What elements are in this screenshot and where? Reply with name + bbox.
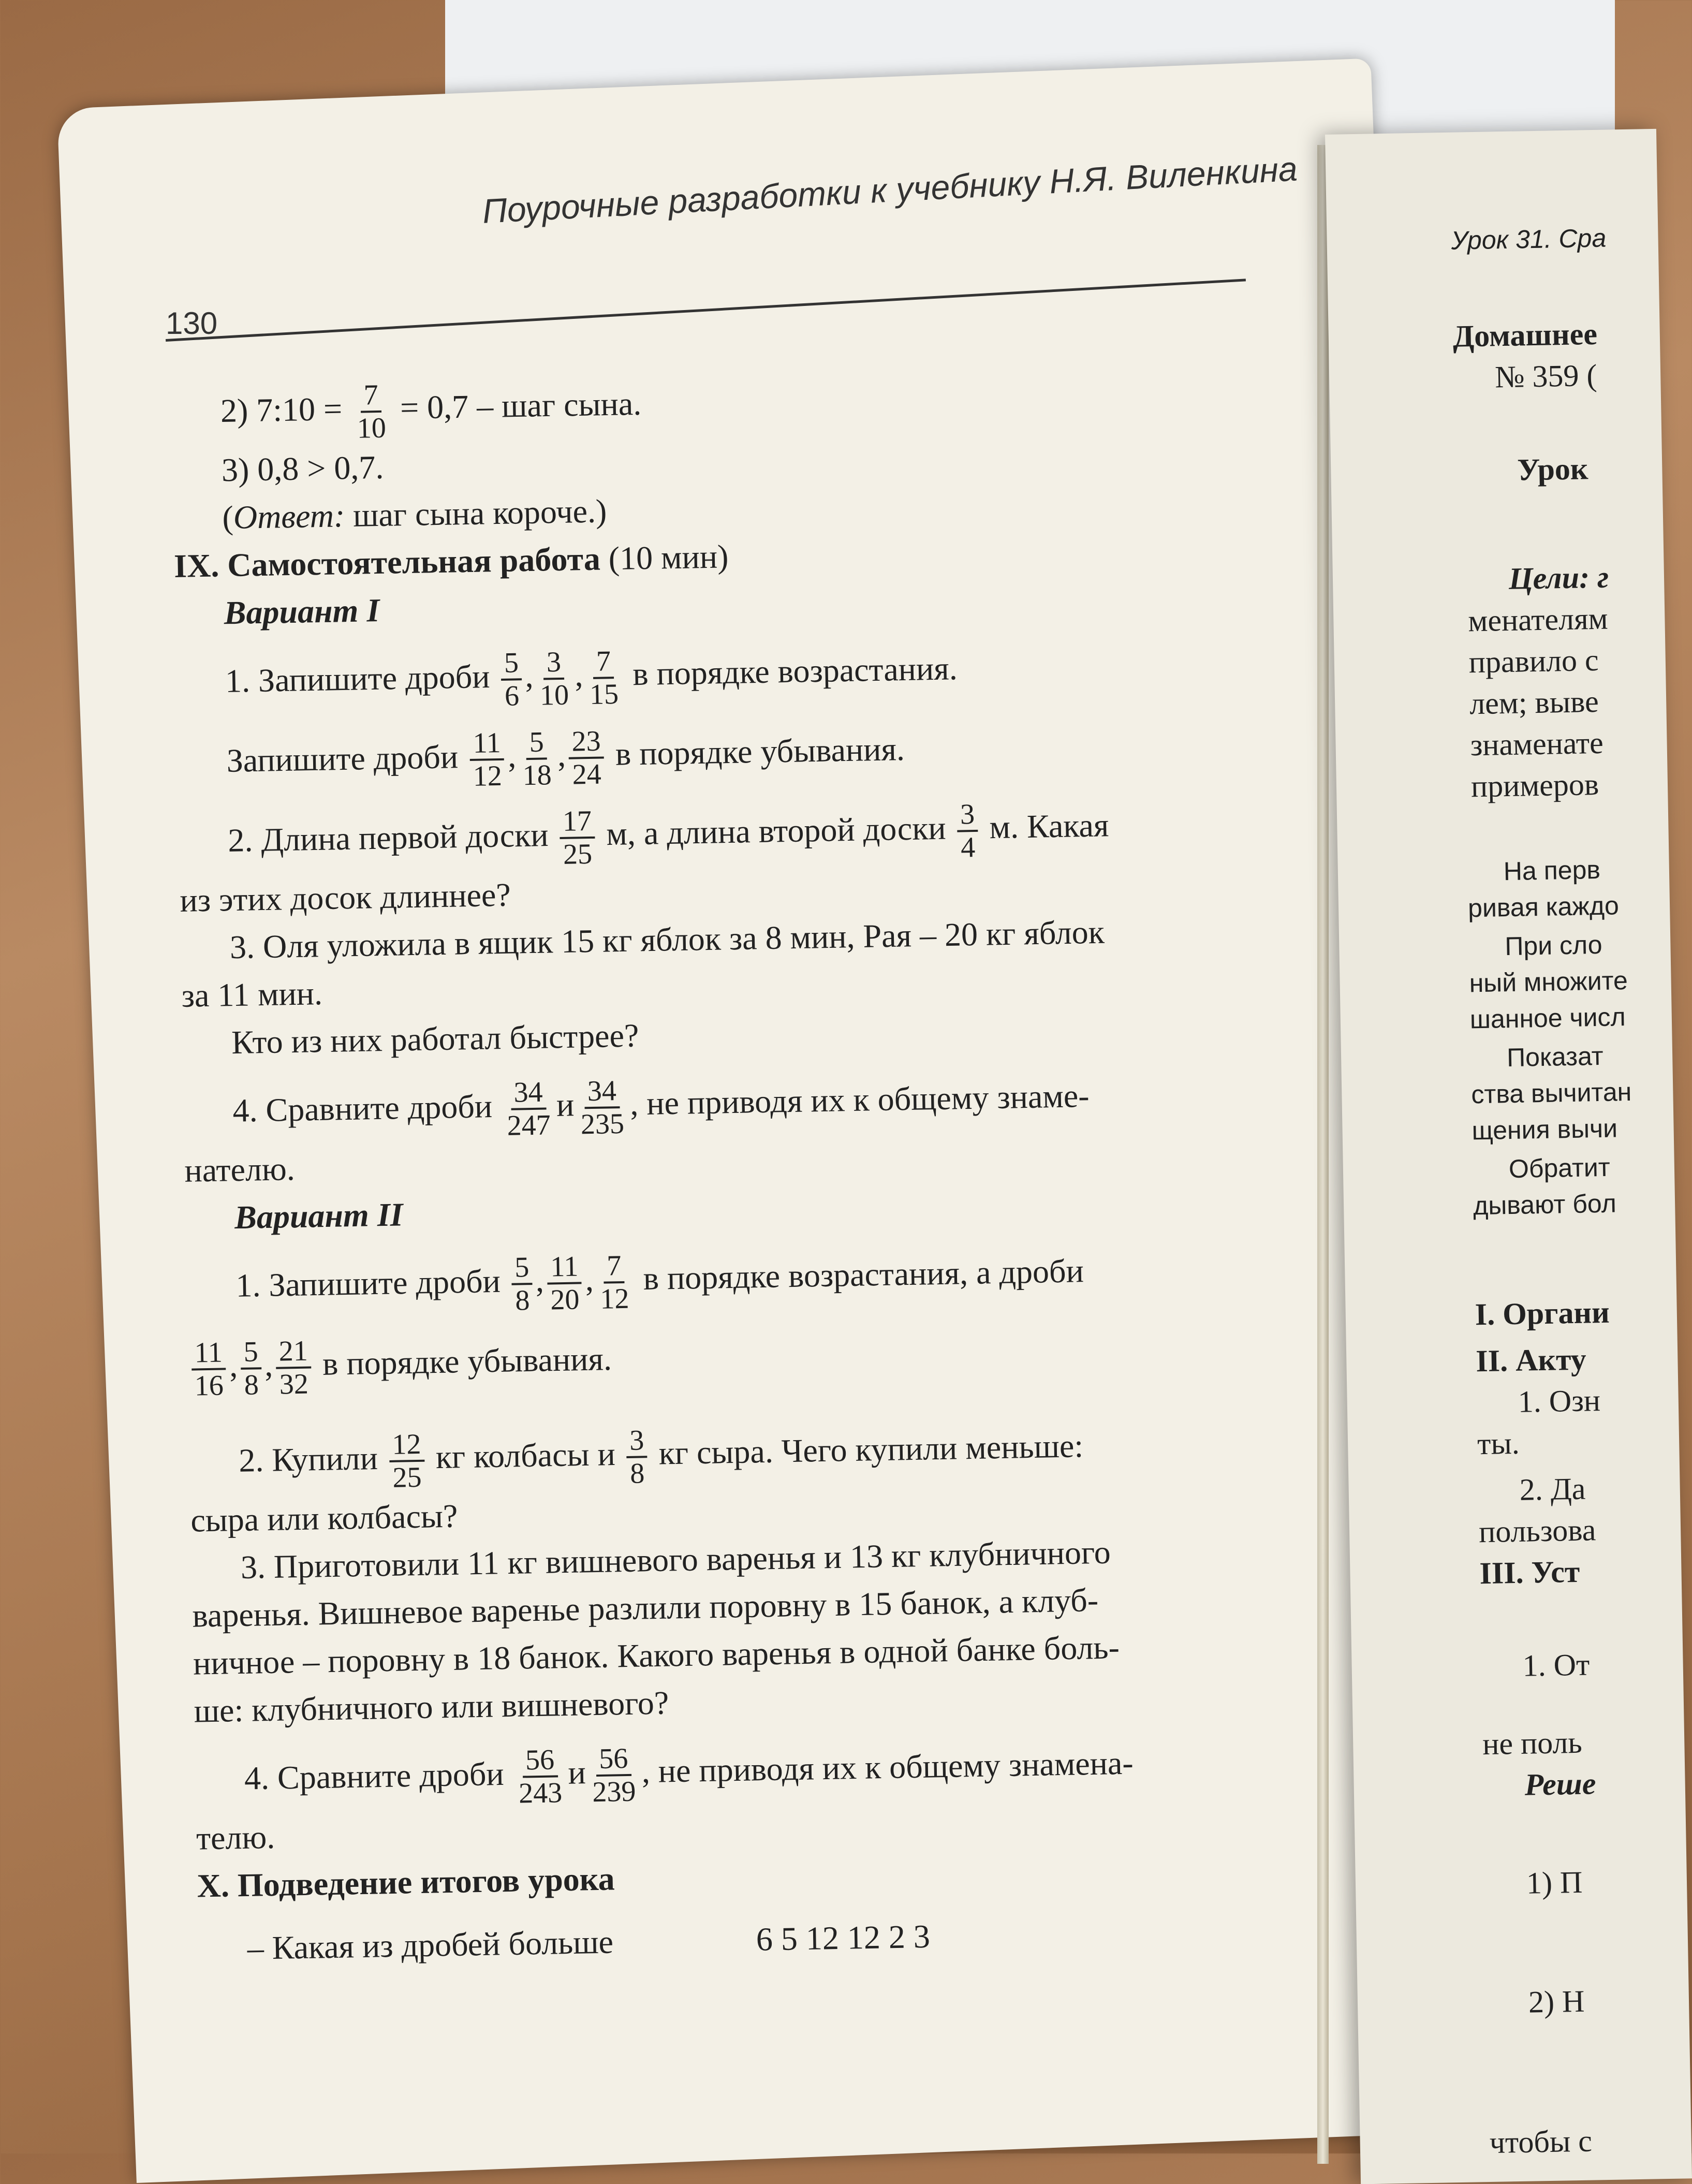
- conjunction: и: [567, 1754, 586, 1791]
- v2-task-4-cont: телю.: [196, 1818, 275, 1857]
- denominator: 6: [504, 680, 520, 712]
- step-number: 2): [220, 392, 248, 430]
- task-text: 4. Сравните дроби: [232, 1088, 493, 1129]
- denominator: 25: [392, 1461, 422, 1494]
- section-time: (10 мин): [608, 538, 729, 577]
- section-number: IX.: [173, 547, 219, 584]
- right-line: III. Уст: [1479, 1554, 1580, 1591]
- section-title: Подведение итогов урока: [237, 1860, 615, 1904]
- numerator: 56: [596, 1743, 631, 1777]
- numerator: 3: [626, 1425, 648, 1458]
- task-text: 1. Запишите дроби: [225, 658, 491, 699]
- running-header: Поурочные разработки к учебнику Н.Я. Виленкина: [481, 149, 1299, 230]
- denominator: 25: [563, 838, 593, 871]
- right-line: ства вычитан: [1470, 1077, 1632, 1109]
- task-text: 1. Запишите дроби: [235, 1262, 501, 1304]
- v1-task-3a: 3. Оля уложила в ящик 15 кг яблок за 8 мин, Рая – 20 кг яблок: [229, 913, 1105, 966]
- right-line: чтобы с: [1489, 2123, 1593, 2160]
- answer-label: Ответ:: [233, 497, 345, 536]
- fraction: [957, 799, 979, 863]
- v1-task-1b: Запишите дроби $\frac{11}{12}$ , $\frac{5}{18}$ , $\frac{23}{24}$ в порядке убывания.: [226, 725, 905, 793]
- numerator: 5: [511, 1252, 533, 1285]
- right-line: ный множите: [1469, 966, 1628, 998]
- denominator: 8: [629, 1457, 645, 1490]
- v1-task-1a: 1. Запишите дроби $\frac{5}{6}$ , $\frac{3}{10}$ , $\frac{7}{15}$ в порядке возрастания.: [225, 645, 958, 712]
- v1-task-4-cont: нателю.: [184, 1150, 296, 1189]
- fraction: [275, 1336, 312, 1400]
- numerator: 3: [543, 647, 564, 680]
- expression: 7:10 =: [256, 390, 343, 429]
- right-line: лем; выве: [1469, 684, 1599, 721]
- right-line: Реше: [1524, 1766, 1596, 1802]
- right-line: ты.: [1477, 1426, 1520, 1461]
- right-line: Цели: г: [1508, 560, 1609, 596]
- numerator: 7: [593, 646, 614, 679]
- denominator: 4: [960, 831, 976, 864]
- numerator: 56: [522, 1744, 558, 1778]
- right-line: № 359 (: [1494, 358, 1598, 394]
- numerator: 12: [389, 1429, 424, 1462]
- variant-2-label: Вариант II: [234, 1196, 404, 1236]
- fraction: [568, 726, 605, 790]
- fraction: [190, 1337, 227, 1401]
- right-line: ривая каждо: [1467, 891, 1620, 923]
- right-line: правило с: [1468, 642, 1599, 680]
- right-line: знаменате: [1470, 725, 1604, 763]
- right-line: шанное числ: [1469, 1002, 1626, 1034]
- numerator: 21: [275, 1336, 311, 1369]
- right-line: 1. Озн: [1518, 1383, 1601, 1419]
- right-line: менателям: [1467, 601, 1609, 638]
- right-line: примеров: [1470, 767, 1599, 804]
- fraction: [515, 1744, 566, 1809]
- task-text: Запишите дроби: [226, 738, 459, 779]
- right-line: 2) Н: [1528, 1984, 1585, 2019]
- question-fractions-partial: 6 5 12 12 2 3: [756, 1917, 931, 1958]
- v2-task-2-cont: сыра или колбасы?: [190, 1497, 458, 1539]
- denominator: 8: [244, 1369, 259, 1401]
- denominator: 15: [589, 678, 619, 711]
- task-text: , не приводя их к общему знаме-: [629, 1077, 1090, 1122]
- v2-task-1a: 1. Запишите дроби $\frac{5}{8}$ , $\frac{11}{20}$ , $\frac{7}{12}$ в порядке возрастания, а дроби: [235, 1250, 1084, 1317]
- task-text: , не приводя их к общему знамена-: [641, 1744, 1134, 1790]
- task-text: кг сыра. Чего купили меньше:: [658, 1427, 1084, 1472]
- right-line: дывают бол: [1473, 1189, 1617, 1221]
- denominator: 24: [572, 758, 602, 791]
- numerator: 7: [360, 379, 381, 413]
- task-text: в порядке убывания.: [322, 1340, 612, 1382]
- task-text: в порядке убывания.: [615, 730, 905, 772]
- fraction: [353, 379, 389, 444]
- denominator: 12: [599, 1282, 629, 1315]
- numerator: 11: [547, 1251, 582, 1284]
- numerator: 11: [191, 1337, 226, 1370]
- right-line: Показат: [1506, 1041, 1604, 1073]
- fraction: [547, 1251, 583, 1315]
- right-line: пользова: [1478, 1513, 1596, 1549]
- expression-result: = 0,7 – шаг сына.: [400, 385, 642, 426]
- fraction: [389, 1429, 425, 1493]
- right-line: I. Органи: [1475, 1295, 1610, 1332]
- denominator: 20: [550, 1283, 580, 1316]
- v2-task-3b: варенья. Вишневое варенье разлили поровну в 15 банок, а клуб-: [192, 1581, 1099, 1634]
- right-line: Обратит: [1508, 1152, 1611, 1184]
- numerator: 23: [568, 726, 604, 759]
- fraction: [536, 647, 572, 711]
- numerator: 3: [957, 799, 978, 832]
- denominator: 32: [279, 1368, 309, 1401]
- denominator: 235: [580, 1107, 625, 1141]
- fraction: [588, 1743, 639, 1808]
- variant-1-label: Вариант I: [224, 592, 380, 632]
- task-text: 4. Сравните дроби: [244, 1755, 505, 1797]
- right-line: На перв: [1503, 855, 1601, 886]
- denominator: 10: [357, 412, 387, 445]
- task-text: м, а длина второй доски: [606, 809, 947, 853]
- section-title: Самостоятельная работа: [227, 540, 601, 584]
- right-line: 1) П: [1526, 1865, 1583, 1900]
- fraction: [596, 1250, 632, 1315]
- task-text: 2. Купили: [238, 1440, 378, 1479]
- task-text: в порядке возрастания, а дроби: [643, 1252, 1084, 1297]
- conjunction: и: [556, 1086, 575, 1123]
- task-text: кг колбасы и: [435, 1435, 616, 1476]
- right-line: 2. Да: [1519, 1471, 1586, 1507]
- numerator: 7: [604, 1250, 625, 1284]
- denominator: 239: [592, 1775, 636, 1809]
- denominator: 10: [539, 679, 569, 712]
- fraction: [626, 1425, 648, 1489]
- right-header: Урок 31. Сра: [1451, 223, 1607, 255]
- right-line: Урок: [1517, 451, 1588, 487]
- task-text: 2. Длина первой доски: [227, 816, 549, 859]
- fraction: [559, 805, 595, 870]
- fraction: [469, 727, 505, 792]
- numerator: 17: [559, 805, 595, 839]
- page-number: 130: [166, 306, 218, 341]
- v2-task-1b: $\frac{11}{16}$ , $\frac{5}{8}$ , $\frac{21}{32}$ в порядке убывания.: [187, 1317, 1327, 1401]
- right-page: [1325, 129, 1692, 2184]
- right-line: Домашнее: [1452, 316, 1598, 354]
- numerator: 34: [584, 1075, 620, 1109]
- answer-text: шаг сына короче.): [352, 492, 607, 534]
- right-line: щения вычи: [1472, 1113, 1618, 1146]
- right-line: не поль: [1482, 1725, 1583, 1762]
- v2-task-3a: 3. Приготовили 11 кг вишневого варенья и 13 кг клубничного: [240, 1533, 1111, 1586]
- fraction: [503, 1076, 554, 1141]
- question-text: – Какая из дробей больше: [247, 1923, 614, 1967]
- right-line: II. Акту: [1475, 1342, 1587, 1379]
- fraction: [519, 726, 555, 791]
- task-text: м. Какая: [989, 807, 1109, 846]
- denominator: 18: [522, 759, 552, 792]
- v1-task-2-cont: из этих досок длиннее?: [179, 876, 511, 919]
- fraction: [501, 647, 522, 712]
- numerator: 5: [501, 647, 522, 681]
- task-text: в порядке возрастания.: [632, 650, 958, 693]
- right-line: 1. От: [1522, 1647, 1590, 1683]
- fraction: [585, 646, 622, 710]
- denominator: 16: [194, 1369, 224, 1402]
- right-line: При сло: [1504, 930, 1603, 961]
- denominator: 243: [518, 1777, 563, 1810]
- numerator: 34: [510, 1077, 546, 1110]
- v1-task-3b: за 11 мин.: [181, 975, 323, 1014]
- fraction: [240, 1336, 262, 1401]
- numerator: 5: [526, 726, 547, 760]
- page-body: [171, 363, 1337, 1973]
- denominator: 12: [473, 759, 503, 793]
- v1-task-3c: Кто из них работал быстрее?: [231, 1017, 639, 1061]
- v2-task-3d: ше: клубничного или вишневого?: [194, 1684, 669, 1729]
- numerator: 11: [469, 727, 504, 761]
- denominator: 8: [514, 1284, 530, 1317]
- denominator: 247: [507, 1109, 551, 1142]
- fraction: [511, 1252, 533, 1316]
- prev-step-3: 3) 0,8 > 0,7.: [221, 448, 384, 489]
- section-number: X.: [197, 1867, 230, 1904]
- v2-task-3c: ничное – поровну в 18 банок. Какого варенья в одной банке боль-: [193, 1629, 1120, 1682]
- paren: (: [222, 499, 234, 536]
- fraction: [577, 1075, 627, 1140]
- numerator: 5: [240, 1336, 261, 1370]
